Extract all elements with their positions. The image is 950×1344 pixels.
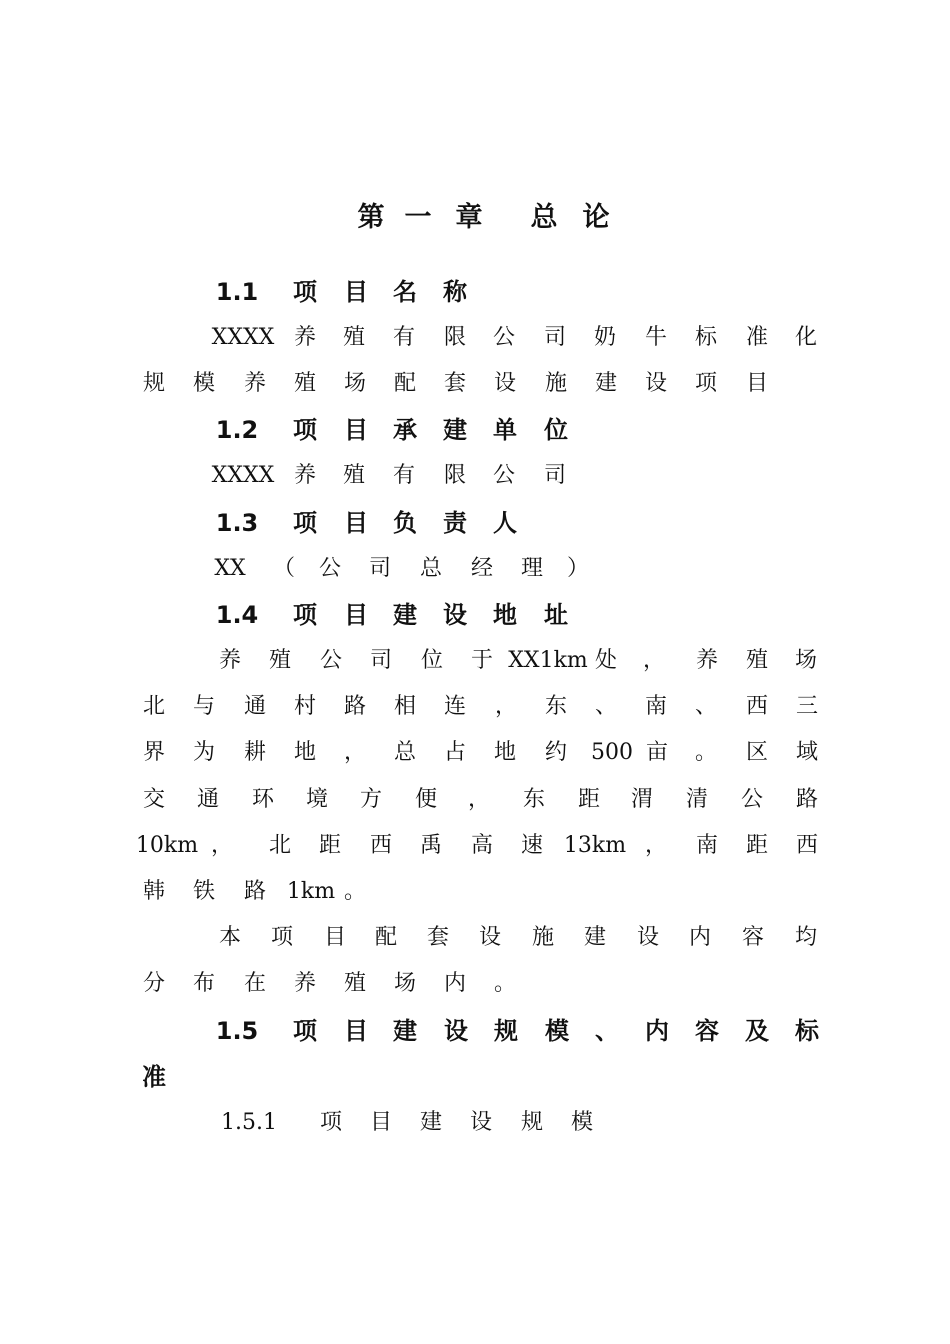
text-glyph: 规	[520, 1110, 544, 1135]
text-glyph: 项	[694, 371, 718, 396]
text-glyph: 套	[426, 925, 450, 950]
text-glyph: 距	[745, 833, 769, 858]
body-text-line	[0, 830, 950, 862]
section-heading	[0, 599, 950, 631]
text-glyph: 南	[644, 694, 668, 719]
text-glyph: 禹	[419, 833, 443, 858]
text-glyph: 规	[142, 371, 166, 396]
text-glyph: 标	[795, 1017, 819, 1045]
text-glyph: 公	[492, 325, 516, 350]
text-glyph: 南	[695, 833, 719, 858]
text-glyph: 1.4	[215, 601, 259, 629]
text-glyph: 在	[243, 971, 267, 996]
text-glyph: 内	[688, 925, 712, 950]
text-glyph: 地	[493, 740, 517, 765]
text-glyph: 殖	[745, 648, 769, 673]
text-glyph: 模	[192, 371, 216, 396]
text-glyph: 环	[251, 787, 275, 812]
text-glyph: 为	[192, 740, 216, 765]
text-glyph: 目	[344, 1017, 368, 1045]
text-glyph: 西	[795, 833, 819, 858]
text-glyph: 限	[443, 463, 467, 488]
text-glyph: 项	[293, 1017, 317, 1045]
text-glyph: 1.2	[215, 416, 259, 444]
text-glyph: 方	[359, 787, 383, 812]
text-glyph: 500	[591, 740, 633, 765]
text-glyph: 名	[393, 278, 417, 306]
text-glyph: 、	[594, 694, 618, 719]
text-glyph: ，	[642, 648, 666, 673]
text-glyph: 地	[493, 601, 517, 629]
text-glyph: 殖	[293, 371, 317, 396]
text-glyph: 路	[795, 787, 819, 812]
text-glyph: 配	[393, 371, 417, 396]
text-glyph: 经	[470, 556, 494, 581]
text-glyph: 设	[644, 371, 668, 396]
body-text-line	[0, 737, 950, 769]
text-glyph: 配	[374, 925, 398, 950]
text-glyph: XXXX	[211, 325, 275, 350]
text-glyph: 亩	[645, 740, 669, 765]
text-glyph: 项	[293, 416, 317, 444]
text-glyph: 目	[323, 925, 347, 950]
text-glyph: 规	[494, 1017, 518, 1045]
text-glyph: 项	[293, 278, 317, 306]
body-text-line	[0, 368, 950, 400]
text-glyph: 模	[545, 1017, 569, 1045]
text-glyph: 与	[192, 694, 216, 719]
text-glyph: 东	[544, 694, 568, 719]
text-glyph: 域	[795, 740, 819, 765]
text-glyph: 高	[470, 833, 494, 858]
text-glyph: 东	[522, 787, 546, 812]
text-glyph: 本	[218, 925, 242, 950]
body-text-line	[0, 691, 950, 723]
text-glyph: 韩	[142, 879, 166, 904]
text-glyph: ，	[494, 694, 518, 719]
text-glyph: 铁	[192, 879, 216, 904]
text-glyph: 有	[392, 463, 416, 488]
text-glyph: 村	[293, 694, 317, 719]
text-glyph: 套	[443, 371, 467, 396]
text-glyph: 限	[443, 325, 467, 350]
chapter-title	[0, 198, 950, 238]
text-glyph: 建	[443, 416, 467, 444]
text-glyph: 负	[393, 509, 417, 537]
text-glyph: 分	[142, 971, 166, 996]
text-glyph: 总	[393, 740, 417, 765]
text-glyph: ，	[644, 833, 668, 858]
text-glyph: 公	[492, 463, 516, 488]
text-glyph: 1.5	[215, 1017, 259, 1045]
text-glyph: 地	[293, 740, 317, 765]
body-text-line	[0, 876, 950, 908]
text-glyph: 设	[469, 1110, 493, 1135]
text-glyph: XXXX	[211, 463, 275, 488]
text-glyph: 容	[741, 925, 765, 950]
text-glyph: 位	[420, 648, 444, 673]
body-text-line	[0, 322, 950, 354]
text-glyph: 施	[544, 371, 568, 396]
text-glyph: 。	[694, 740, 718, 765]
section-heading	[0, 507, 950, 539]
text-glyph: 通	[243, 694, 267, 719]
text-glyph: 设	[478, 925, 502, 950]
section-heading	[0, 1061, 950, 1093]
text-glyph: 、	[694, 694, 718, 719]
text-glyph: 西	[369, 833, 393, 858]
text-glyph: 养	[243, 371, 267, 396]
text-glyph: 论	[582, 202, 610, 233]
text-glyph: 。	[493, 971, 517, 996]
text-glyph: 养	[293, 463, 317, 488]
body-text-line	[0, 553, 950, 585]
text-glyph: 模	[570, 1110, 594, 1135]
text-glyph: 单	[493, 416, 517, 444]
text-glyph: 准	[745, 325, 769, 350]
text-glyph: ，	[210, 833, 234, 858]
text-glyph: XX	[214, 556, 246, 581]
text-glyph: 养	[293, 971, 317, 996]
text-glyph: 位	[544, 416, 568, 444]
text-glyph: 项	[293, 601, 317, 629]
text-glyph: 场	[393, 971, 417, 996]
text-glyph: 承	[393, 416, 417, 444]
text-glyph: 北	[142, 694, 166, 719]
text-glyph: 建	[393, 601, 417, 629]
text-glyph: 西	[745, 694, 769, 719]
text-glyph: 、	[595, 1017, 619, 1045]
text-glyph: 目	[344, 509, 368, 537]
text-glyph: 区	[745, 740, 769, 765]
text-glyph: 养	[218, 648, 242, 673]
text-glyph: 北	[268, 833, 292, 858]
text-glyph: 设	[493, 371, 517, 396]
text-glyph: 1km	[286, 879, 336, 904]
text-glyph: 交	[142, 787, 166, 812]
text-glyph: 建	[594, 371, 618, 396]
text-glyph: 布	[192, 971, 216, 996]
text-glyph: 司	[368, 556, 392, 581]
text-glyph: 内	[645, 1017, 669, 1045]
text-glyph: 总	[530, 202, 558, 233]
text-glyph: 三	[795, 694, 819, 719]
text-glyph: 距	[577, 787, 601, 812]
text-glyph: 均	[794, 925, 818, 950]
text-glyph: 总	[419, 556, 443, 581]
text-glyph: 建	[393, 1017, 417, 1045]
text-glyph: 司	[369, 648, 393, 673]
text-glyph: 处	[594, 648, 618, 673]
text-glyph: 目	[745, 371, 769, 396]
text-glyph: ）	[566, 556, 590, 581]
text-glyph: 称	[443, 278, 467, 306]
text-glyph: 人	[493, 509, 517, 537]
section-heading	[0, 1015, 950, 1047]
text-glyph: 设	[443, 601, 467, 629]
text-glyph: 养	[695, 648, 719, 673]
text-glyph: 路	[243, 879, 267, 904]
body-text-line	[0, 1107, 950, 1139]
text-glyph: 标	[694, 325, 718, 350]
text-glyph: 殖	[342, 463, 366, 488]
text-glyph: 殖	[343, 971, 367, 996]
text-glyph: 1.1	[215, 278, 259, 306]
text-glyph: 耕	[243, 740, 267, 765]
text-glyph: 10km	[135, 833, 199, 858]
text-glyph: 殖	[342, 325, 366, 350]
text-glyph: 建	[419, 1110, 443, 1135]
body-text-line	[0, 784, 950, 816]
text-glyph: 连	[443, 694, 467, 719]
text-glyph: 。	[343, 879, 367, 904]
text-glyph: 项	[270, 925, 294, 950]
text-glyph: 渭	[630, 787, 654, 812]
text-glyph: 内	[443, 971, 467, 996]
text-glyph: 通	[196, 787, 220, 812]
text-glyph: 公	[319, 648, 343, 673]
body-text-line	[0, 968, 950, 1000]
text-glyph: 目	[344, 601, 368, 629]
text-glyph: 目	[344, 416, 368, 444]
section-heading	[0, 276, 950, 308]
text-glyph: 占	[443, 740, 467, 765]
text-glyph: 准	[142, 1063, 166, 1091]
text-glyph: 一	[404, 202, 432, 233]
text-glyph: 场	[343, 371, 367, 396]
text-glyph: 项	[319, 1110, 343, 1135]
body-text-line	[0, 460, 950, 492]
text-glyph: 责	[443, 509, 467, 537]
text-glyph: 养	[293, 325, 317, 350]
text-glyph: 施	[531, 925, 555, 950]
text-glyph: 场	[794, 648, 818, 673]
text-glyph: ，	[467, 787, 491, 812]
text-glyph: 设	[444, 1017, 468, 1045]
text-glyph: 约	[544, 740, 568, 765]
text-glyph: 理	[520, 556, 544, 581]
text-glyph: 路	[343, 694, 367, 719]
text-glyph: 项	[293, 509, 317, 537]
text-glyph: 境	[305, 787, 329, 812]
text-glyph: 速	[520, 833, 544, 858]
text-glyph: 于	[470, 648, 494, 673]
text-glyph: 相	[393, 694, 417, 719]
body-text-line	[0, 922, 950, 954]
text-glyph: 奶	[593, 325, 617, 350]
text-glyph: 章	[455, 202, 483, 233]
text-glyph: 容	[695, 1017, 719, 1045]
text-glyph: 1.3	[215, 509, 259, 537]
text-glyph: 化	[794, 325, 818, 350]
text-glyph: 公	[740, 787, 764, 812]
text-glyph: 界	[142, 740, 166, 765]
text-glyph: 清	[685, 787, 709, 812]
text-glyph: XX1km	[508, 648, 588, 673]
text-glyph: 司	[543, 463, 567, 488]
text-glyph: 第	[357, 202, 385, 233]
text-glyph: 设	[636, 925, 660, 950]
text-glyph: 便	[414, 787, 438, 812]
text-glyph: 牛	[644, 325, 668, 350]
text-glyph: 有	[392, 325, 416, 350]
text-glyph: 目	[344, 278, 368, 306]
text-glyph: （	[272, 556, 296, 581]
section-heading	[0, 414, 950, 446]
text-glyph: 及	[745, 1017, 769, 1045]
text-glyph: 建	[583, 925, 607, 950]
text-glyph: ，	[343, 740, 367, 765]
text-glyph: 目	[369, 1110, 393, 1135]
text-glyph: 13km	[563, 833, 627, 858]
text-glyph: 殖	[268, 648, 292, 673]
text-glyph: 公	[318, 556, 342, 581]
text-glyph: 司	[543, 325, 567, 350]
text-glyph: 1.5.1	[221, 1110, 277, 1135]
body-text-line	[0, 645, 950, 677]
text-glyph: 距	[318, 833, 342, 858]
text-glyph: 址	[544, 601, 568, 629]
